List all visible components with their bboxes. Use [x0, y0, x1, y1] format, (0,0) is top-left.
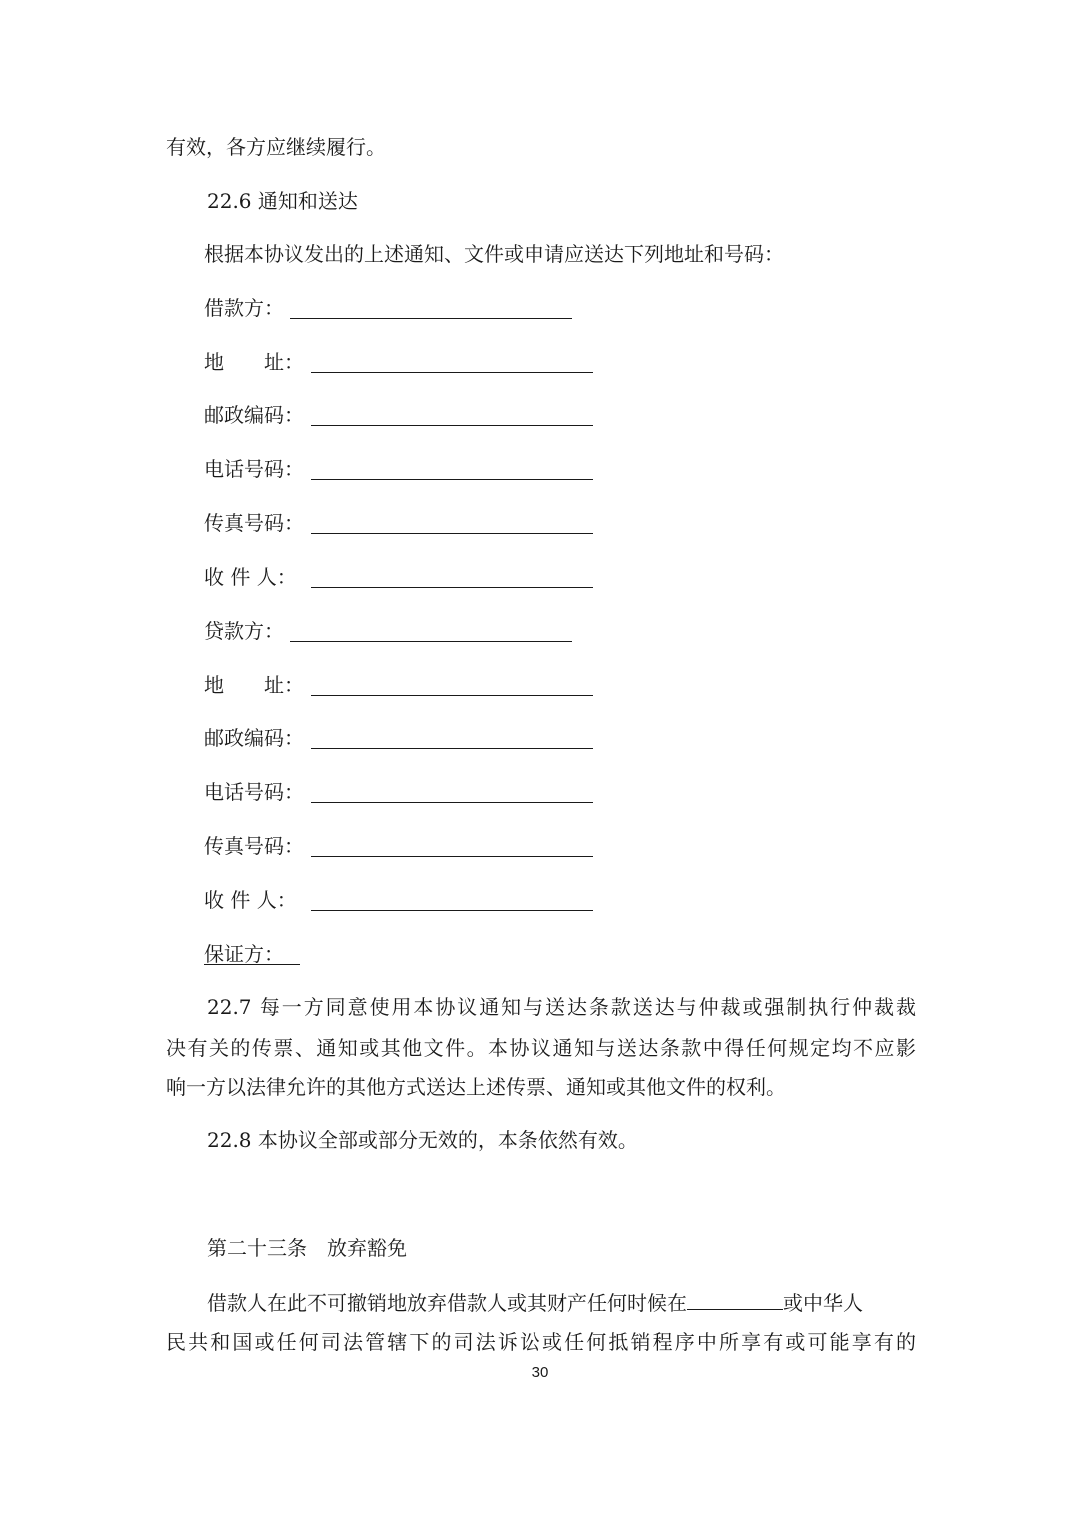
- lender-postcode-label: 邮政编码：: [204, 726, 304, 750]
- lender-recipient-blank[interactable]: [311, 910, 593, 911]
- guarantor-label: 保证方：: [204, 942, 284, 966]
- section-22-6-title: 22.6 通知和送达: [207, 189, 358, 213]
- borrower-fax-blank[interactable]: [311, 533, 593, 534]
- lender-fax-blank[interactable]: [311, 856, 593, 857]
- section-22-6-intro: 根据本协议发出的上述通知、文件或申请应送达下列地址和号码：: [204, 242, 784, 266]
- page-number: 30: [531, 1364, 549, 1381]
- section-22-8: 22.8 本协议全部或部分无效的，本条依然有效。: [207, 1128, 638, 1152]
- lender-party-label: 贷款方：: [204, 619, 284, 643]
- lender-phone-blank[interactable]: [311, 802, 593, 803]
- borrower-recipient-label: 收 件 人：: [204, 565, 297, 589]
- borrower-party-label: 借款方：: [204, 296, 284, 320]
- borrower-party-blank[interactable]: [290, 318, 572, 319]
- borrower-postcode-label: 邮政编码：: [204, 403, 304, 427]
- borrower-address-blank[interactable]: [311, 372, 593, 373]
- article-23-line-1-before: 借款人在此不可撤销地放弃借款人或其财产任何时候在: [207, 1291, 687, 1315]
- lender-address-label: 地 址：: [204, 673, 304, 697]
- continuation-line: 有效，各方应继续履行。: [166, 135, 386, 159]
- article-23-line-2: 民共和国或任何司法管辖下的司法诉讼或任何抵销程序中所享有或可能享有的: [166, 1330, 916, 1354]
- guarantor-blank[interactable]: [204, 964, 300, 965]
- article-23-title: 第二十三条 放弃豁免: [207, 1236, 407, 1260]
- lender-phone-label: 电话号码：: [204, 780, 304, 804]
- lender-party-blank[interactable]: [290, 641, 572, 642]
- borrower-fax-label: 传真号码：: [204, 511, 304, 535]
- section-22-7-line-2: 决有关的传票、通知或其他文件。本协议通知与送达条款中得任何规定均不应影: [166, 1036, 916, 1060]
- borrower-postcode-blank[interactable]: [311, 425, 593, 426]
- borrower-phone-label: 电话号码：: [204, 457, 304, 481]
- article-23-line-1: [207, 1291, 863, 1313]
- lender-address-blank[interactable]: [311, 695, 593, 696]
- lender-recipient-label: 收 件 人：: [204, 888, 297, 912]
- jurisdiction-blank[interactable]: [687, 1291, 783, 1310]
- section-22-7-line-3: 响一方以法律允许的其他方式送达上述传票、通知或其他文件的权利。: [166, 1075, 786, 1099]
- lender-postcode-blank[interactable]: [311, 748, 593, 749]
- borrower-address-label: 地 址：: [204, 350, 304, 374]
- borrower-recipient-blank[interactable]: [311, 587, 593, 588]
- lender-fax-label: 传真号码：: [204, 834, 304, 858]
- borrower-phone-blank[interactable]: [311, 479, 593, 480]
- section-22-7-line-1: 22.7 每一方同意使用本协议通知与送达条款送达与仲裁或强制执行仲裁裁: [207, 995, 916, 1019]
- article-23-line-1-after: 或中华人: [783, 1291, 863, 1315]
